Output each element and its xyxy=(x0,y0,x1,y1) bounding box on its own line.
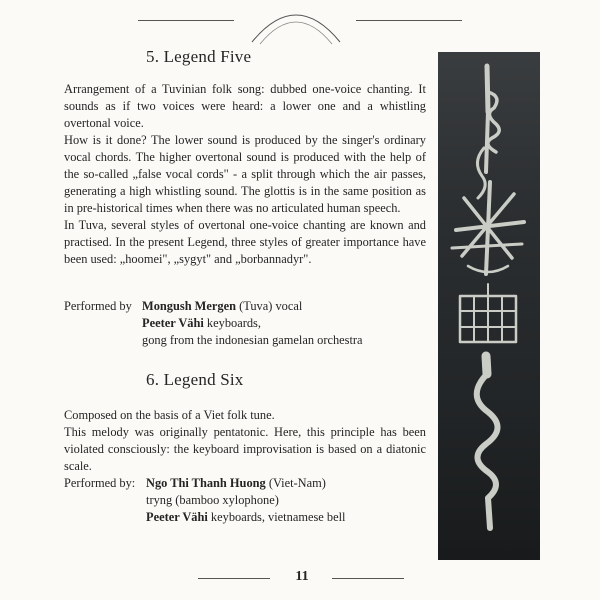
footer-line-right xyxy=(332,578,404,579)
section5-performer-row xyxy=(142,332,363,349)
top-ornament-line-right xyxy=(356,20,462,21)
section5-performer-row xyxy=(142,315,261,332)
section-heading-legend-six: 6. Legend Six xyxy=(146,370,244,389)
footer-line-left xyxy=(198,578,270,579)
section6-paragraph: Composed on the basis of a Viet folk tune. xyxy=(64,408,275,422)
performer-name: Ngo Thi Thanh Huong xyxy=(146,476,266,490)
section-heading-legend-five: 5. Legend Five xyxy=(146,47,252,66)
performer-detail: (Viet-Nam) xyxy=(265,476,326,490)
section6-paragraph: This melody was originally pentatonic. Here, this principle has been violated consciously: the keyboard improvisation is based on a diatonic scale. xyxy=(64,425,426,473)
performer-detail: (Tuva) vocal xyxy=(235,299,303,313)
performer-name: Peeter Vähi xyxy=(146,510,208,524)
section5-paragraph: How is it done? The lower sound is produced by the singer's ordinary vocal chords. The higher overtonal sound is produced with the help of the so-called „false vocal cords" - a split through which the air passes, generating a high whistling sound. The glottis is in the same position as in pre-historical times when there was no articulated human speech. xyxy=(64,133,426,215)
section5-performer-row xyxy=(142,298,302,315)
section5-paragraph: Arrangement of a Tuvinian folk song: dubbed one-voice chanting. It sounds as if two voices were heard: a lower one and a whistling overtonal voice. xyxy=(64,82,426,130)
section5-body xyxy=(64,81,426,268)
section6-body xyxy=(64,407,426,475)
section6-performed-label: Performed by: xyxy=(64,476,136,490)
decorative-glyph-panel xyxy=(438,52,540,560)
performer-name: Peeter Vähi xyxy=(142,316,204,330)
section5-performed-label: Performed by xyxy=(64,299,132,313)
performer-detail: tryng (bamboo xylophone) xyxy=(146,493,279,507)
performer-detail: keyboards, xyxy=(203,316,261,330)
ancient-script-glyph-icon xyxy=(438,52,540,560)
performer-detail: keyboards, vietnamese bell xyxy=(207,510,346,524)
top-ornament-arc-icon xyxy=(246,2,346,46)
performer-detail: gong from the indonesian gamelan orchestra xyxy=(142,333,363,347)
section6-performer-row xyxy=(146,475,326,492)
page-number: 11 xyxy=(295,569,309,584)
section6-performer-row xyxy=(146,492,279,509)
section6-performer-row xyxy=(146,509,345,526)
top-ornament-line-left xyxy=(138,20,234,21)
section5-paragraph: In Tuva, several styles of overtonal one-voice chanting are known and practised. In the present Legend, three styles of greater importance have been used: „hoomei", „sygyt" and „borbannadyr". xyxy=(64,218,426,266)
performer-name: Mongush Mergen xyxy=(142,299,236,313)
